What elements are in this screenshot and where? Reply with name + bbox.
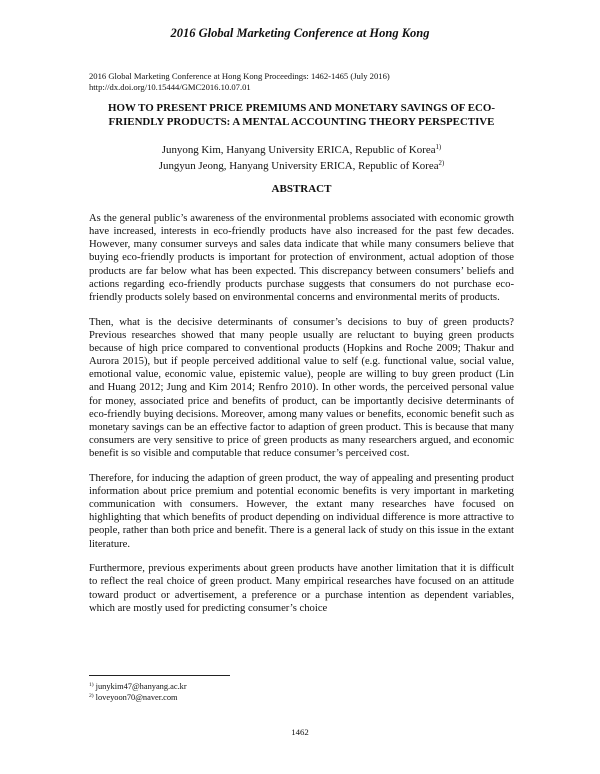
author-list <box>89 143 514 174</box>
paper-title <box>89 101 514 129</box>
author-line <box>89 143 514 159</box>
author-name: Junyong Kim, Hanyang University ERICA, Republic of Korea <box>161 144 436 156</box>
abstract-body <box>89 212 514 626</box>
citation-doi-link[interactable]: http://dx.doi.org/10.15444/GMC2016.10.07.01 <box>89 82 251 92</box>
author-line <box>89 159 514 175</box>
conference-header: 2016 Global Marketing Conference at Hong Kong <box>170 26 430 40</box>
citation-proceedings: 2016 Global Marketing Conference at Hong Kong Proceedings: 1462-1465 (July 2016) <box>89 71 390 81</box>
abstract-paragraph: Therefore, for inducing the adaption of green product, the way of appealing and presenting product information about price premium and potential economic benefits is very important in marketing communication with consumers. However, the extant many researches have focused on highlighting that which benefits of product depending on individual difference is more attractive to people, rather than both price and benefit. There is a general lack of study on this issue in the extant literature. <box>89 472 514 550</box>
footnote <box>89 681 187 692</box>
page-number: 1462 <box>291 727 309 737</box>
citation-block <box>89 71 390 93</box>
abstract-paragraph: Then, what is the decisive determinants of consumer’s decisions to buy of green products? Previous researches showed that many people usually are reluctant to buying green products because of high price compared to conventional products (Hopkins and Roche 2009; Thakur and Aurora 2015), but if people perceived additional value to self (e.g. functional value, social value, emotional value, economic value, epistemic value), people are willing to buy green product (Lin and Huang 2012; Jung and Kim 2014; Renfro 2010). In other words, the perceived personal value for money, associated price and benefits of product, can be importantly decisive determinants of eco-friendly buying decisions. Moreover, among many values or benefits, economic benefit such as monetary savings can be an effective factor to adaption of green product. This is because that many consumers are very sensitive to price of green products as many researchers argued, and economic benefit is so visible and computable that reduce consumer’s perceived cost. <box>89 316 514 460</box>
title-line: HOW TO PRESENT PRICE PREMIUMS AND MONETARY SAVINGS OF ECO- <box>108 102 495 114</box>
title-line: FRIENDLY PRODUCTS: A MENTAL ACCOUNTING THEORY PERSPECTIVE <box>108 116 495 128</box>
author-name: Jungyun Jeong, Hanyang University ERICA, Republic of Korea <box>158 159 439 172</box>
abstract-paragraph: Furthermore, previous experiments about green products have another limitation that it is difficult to reflect the real choice of green product. Many empirical researches have focused on an attitude toward product or advertisement, a preference or a purchase intention as dependent variables, which are mostly used for predicting consumer’s choice <box>89 563 514 614</box>
abstract-heading: ABSTRACT <box>271 183 332 195</box>
abstract-paragraph: As the general public’s awareness of the environmental problems associated with economic growth have increased, interests in eco-friendly products have also increased for the past few decades. However, many consumer surveys and sales data indicate that while many consumers believe that buying eco-friendly products is important for protection of environment, actual adoption of those products are far below what has been expected. This discrepancy between consumers’ beliefs and actions regarding eco-friendly products purchase suggests that consumers do not purchase eco-friendly products solely based on environmental concerns and environmental merits of products. <box>89 213 514 303</box>
footnote-email[interactable]: junykim47@hanyang.ac.kr <box>95 682 187 691</box>
footnote-email[interactable]: loveyoon70@naver.com <box>95 693 178 702</box>
footnote <box>89 692 187 703</box>
footnote-divider <box>89 675 230 676</box>
footnote-marker: 1) <box>435 144 442 151</box>
footnote-mark: 1) <box>89 682 94 688</box>
footnotes <box>89 681 187 703</box>
footnote-mark: 2) <box>89 693 94 699</box>
footnote-marker: 2) <box>438 159 445 167</box>
